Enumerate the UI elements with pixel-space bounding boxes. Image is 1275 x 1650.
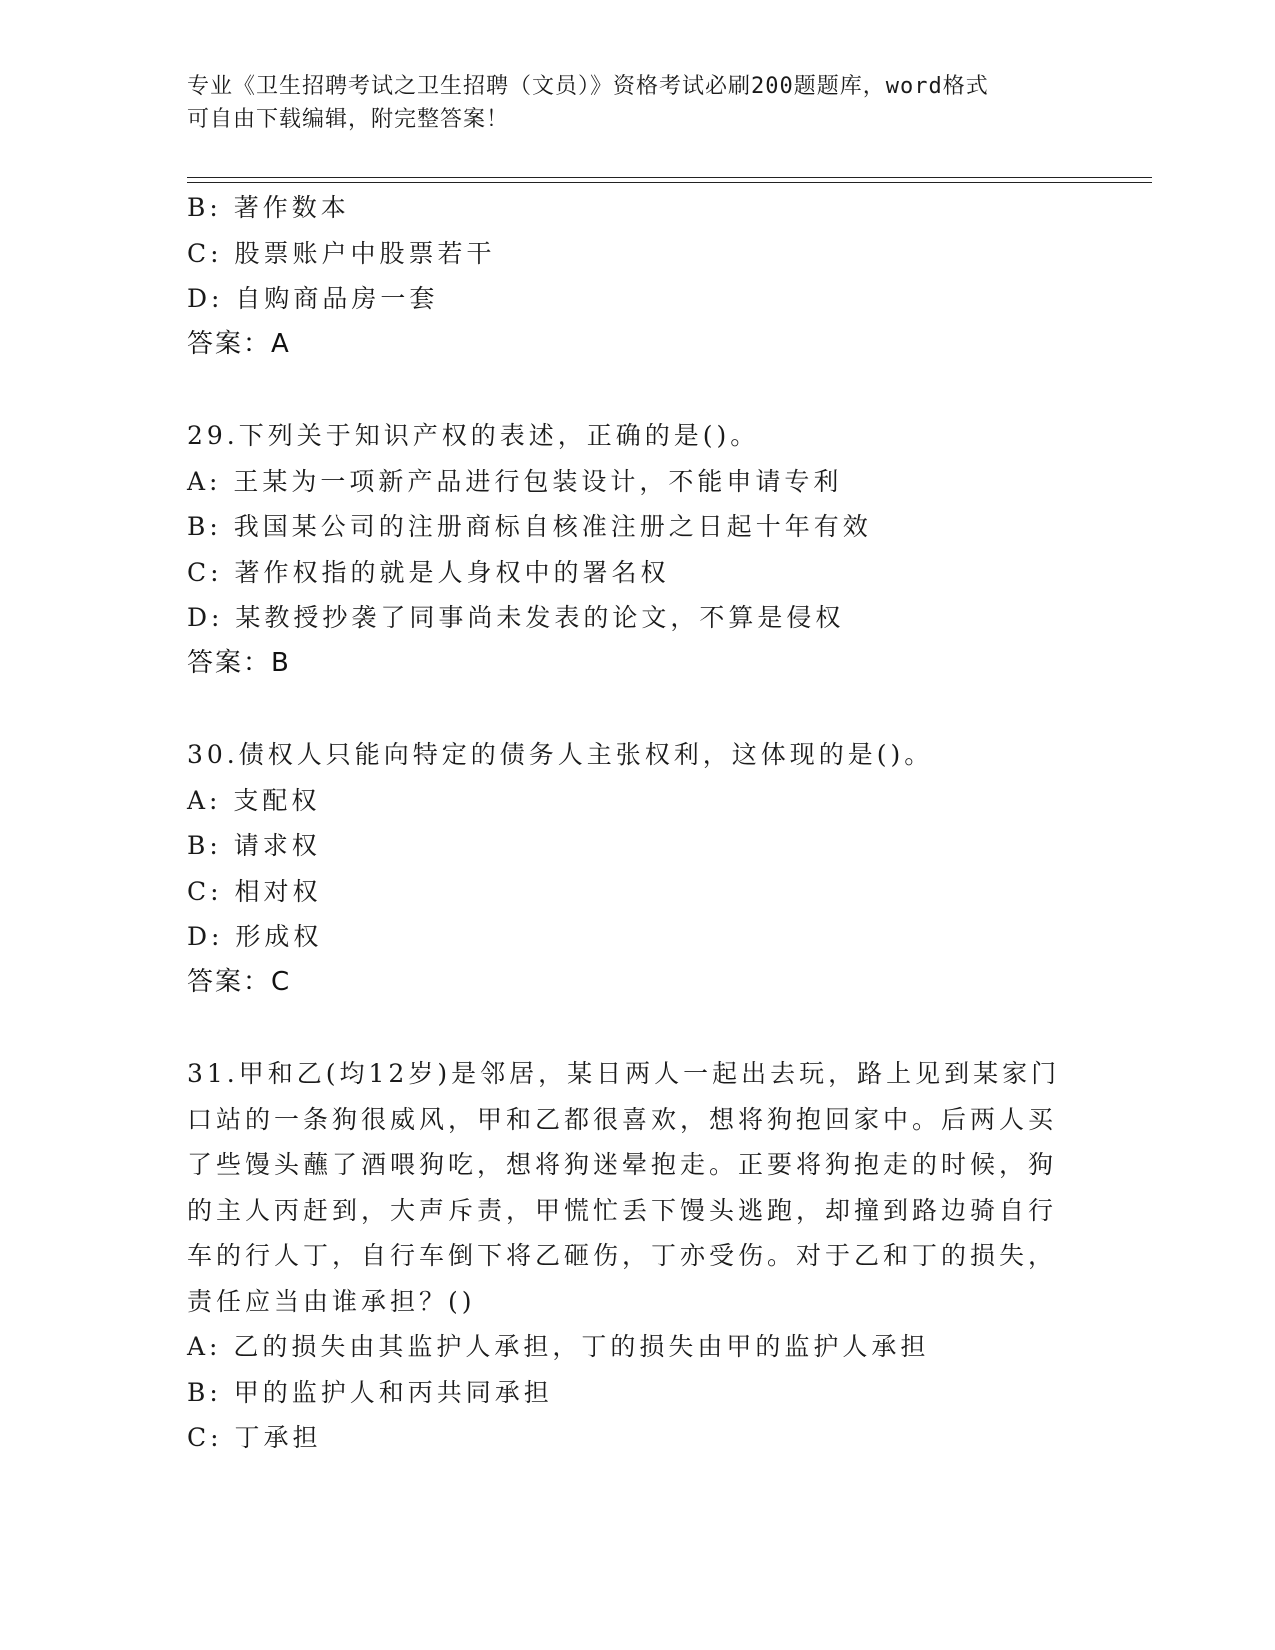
- question-text-line-1: 31.甲和乙(均12岁)是邻居，某日两人一起出去玩，路上见到某家门: [187, 1059, 1061, 1088]
- option-c: C: 丁承担: [187, 1423, 322, 1452]
- question-block-28: [187, 185, 1087, 367]
- spacer: [187, 686, 1087, 732]
- question-text: 29.下列关于知识产权的表述，正确的是()。: [187, 421, 760, 450]
- answer-line: 答案：B: [187, 647, 291, 678]
- header-line-2: 可自由下载编辑，附完整答案！: [187, 107, 510, 132]
- spacer: [187, 367, 1087, 413]
- option-b: B: 请求权: [187, 831, 321, 860]
- option-d: D: 自购商品房一套: [187, 284, 439, 313]
- option-b: B: 甲的监护人和丙共同承担: [187, 1377, 553, 1407]
- question-block-31: [187, 1051, 1087, 1461]
- option-b: B: 我国某公司的注册商标自核准注册之日起十年有效: [187, 512, 872, 541]
- question-text: 30.债权人只能向特定的债务人主张权利，这体现的是()。: [187, 740, 934, 769]
- question-text-line-6: 责任应当由谁承担？(): [187, 1286, 476, 1316]
- question-text-line-5: 车的行人丁，自行车倒下将乙砸伤，丁亦受伤。对于乙和丁的损失，: [187, 1241, 1058, 1270]
- document-header: [187, 70, 1067, 136]
- option-a: A: 乙的损失由其监护人承担，丁的损失由甲的监护人承担: [187, 1332, 930, 1361]
- option-a: A: 王某为一项新产品进行包装设计，不能申请专利: [187, 466, 843, 496]
- answer-line: 答案：C: [187, 966, 292, 997]
- option-d: D: 形成权: [187, 922, 323, 951]
- header-line-1: 专业《卫生招聘考试之卫生招聘（文员）》资格考试必刷200题题库，word格式: [187, 74, 989, 99]
- answer-line: 答案：A: [187, 328, 291, 359]
- option-c: C: 股票账户中股票若干: [187, 238, 496, 268]
- question-block-30: [187, 732, 1087, 1005]
- option-a: A: 支配权: [187, 785, 321, 815]
- question-text-line-4: 的主人丙赶到，大声斥责，甲慌忙丢下馒头逃跑，却撞到路边骑自行: [187, 1195, 1058, 1225]
- spacer: [187, 1005, 1087, 1051]
- question-content: [187, 185, 1087, 1461]
- option-c: C: 著作权指的就是人身权中的署名权: [187, 557, 670, 587]
- option-d: D: 某教授抄袭了同事尚未发表的论文，不算是侵权: [187, 603, 845, 632]
- question-text-line-2: 口站的一条狗很威风，甲和乙都很喜欢，想将狗抱回家中。后两人买: [187, 1104, 1058, 1134]
- question-text-line-3: 了些馒头蘸了酒喂狗吃，想将狗迷晕抱走。正要将狗抱走的时候，狗: [187, 1150, 1058, 1179]
- header-rule-bottom: [187, 182, 1152, 183]
- option-b: B: 著作数本: [187, 193, 350, 222]
- header-rule-top: [187, 177, 1152, 178]
- option-c: C: 相对权: [187, 876, 322, 906]
- question-block-29: [187, 413, 1087, 686]
